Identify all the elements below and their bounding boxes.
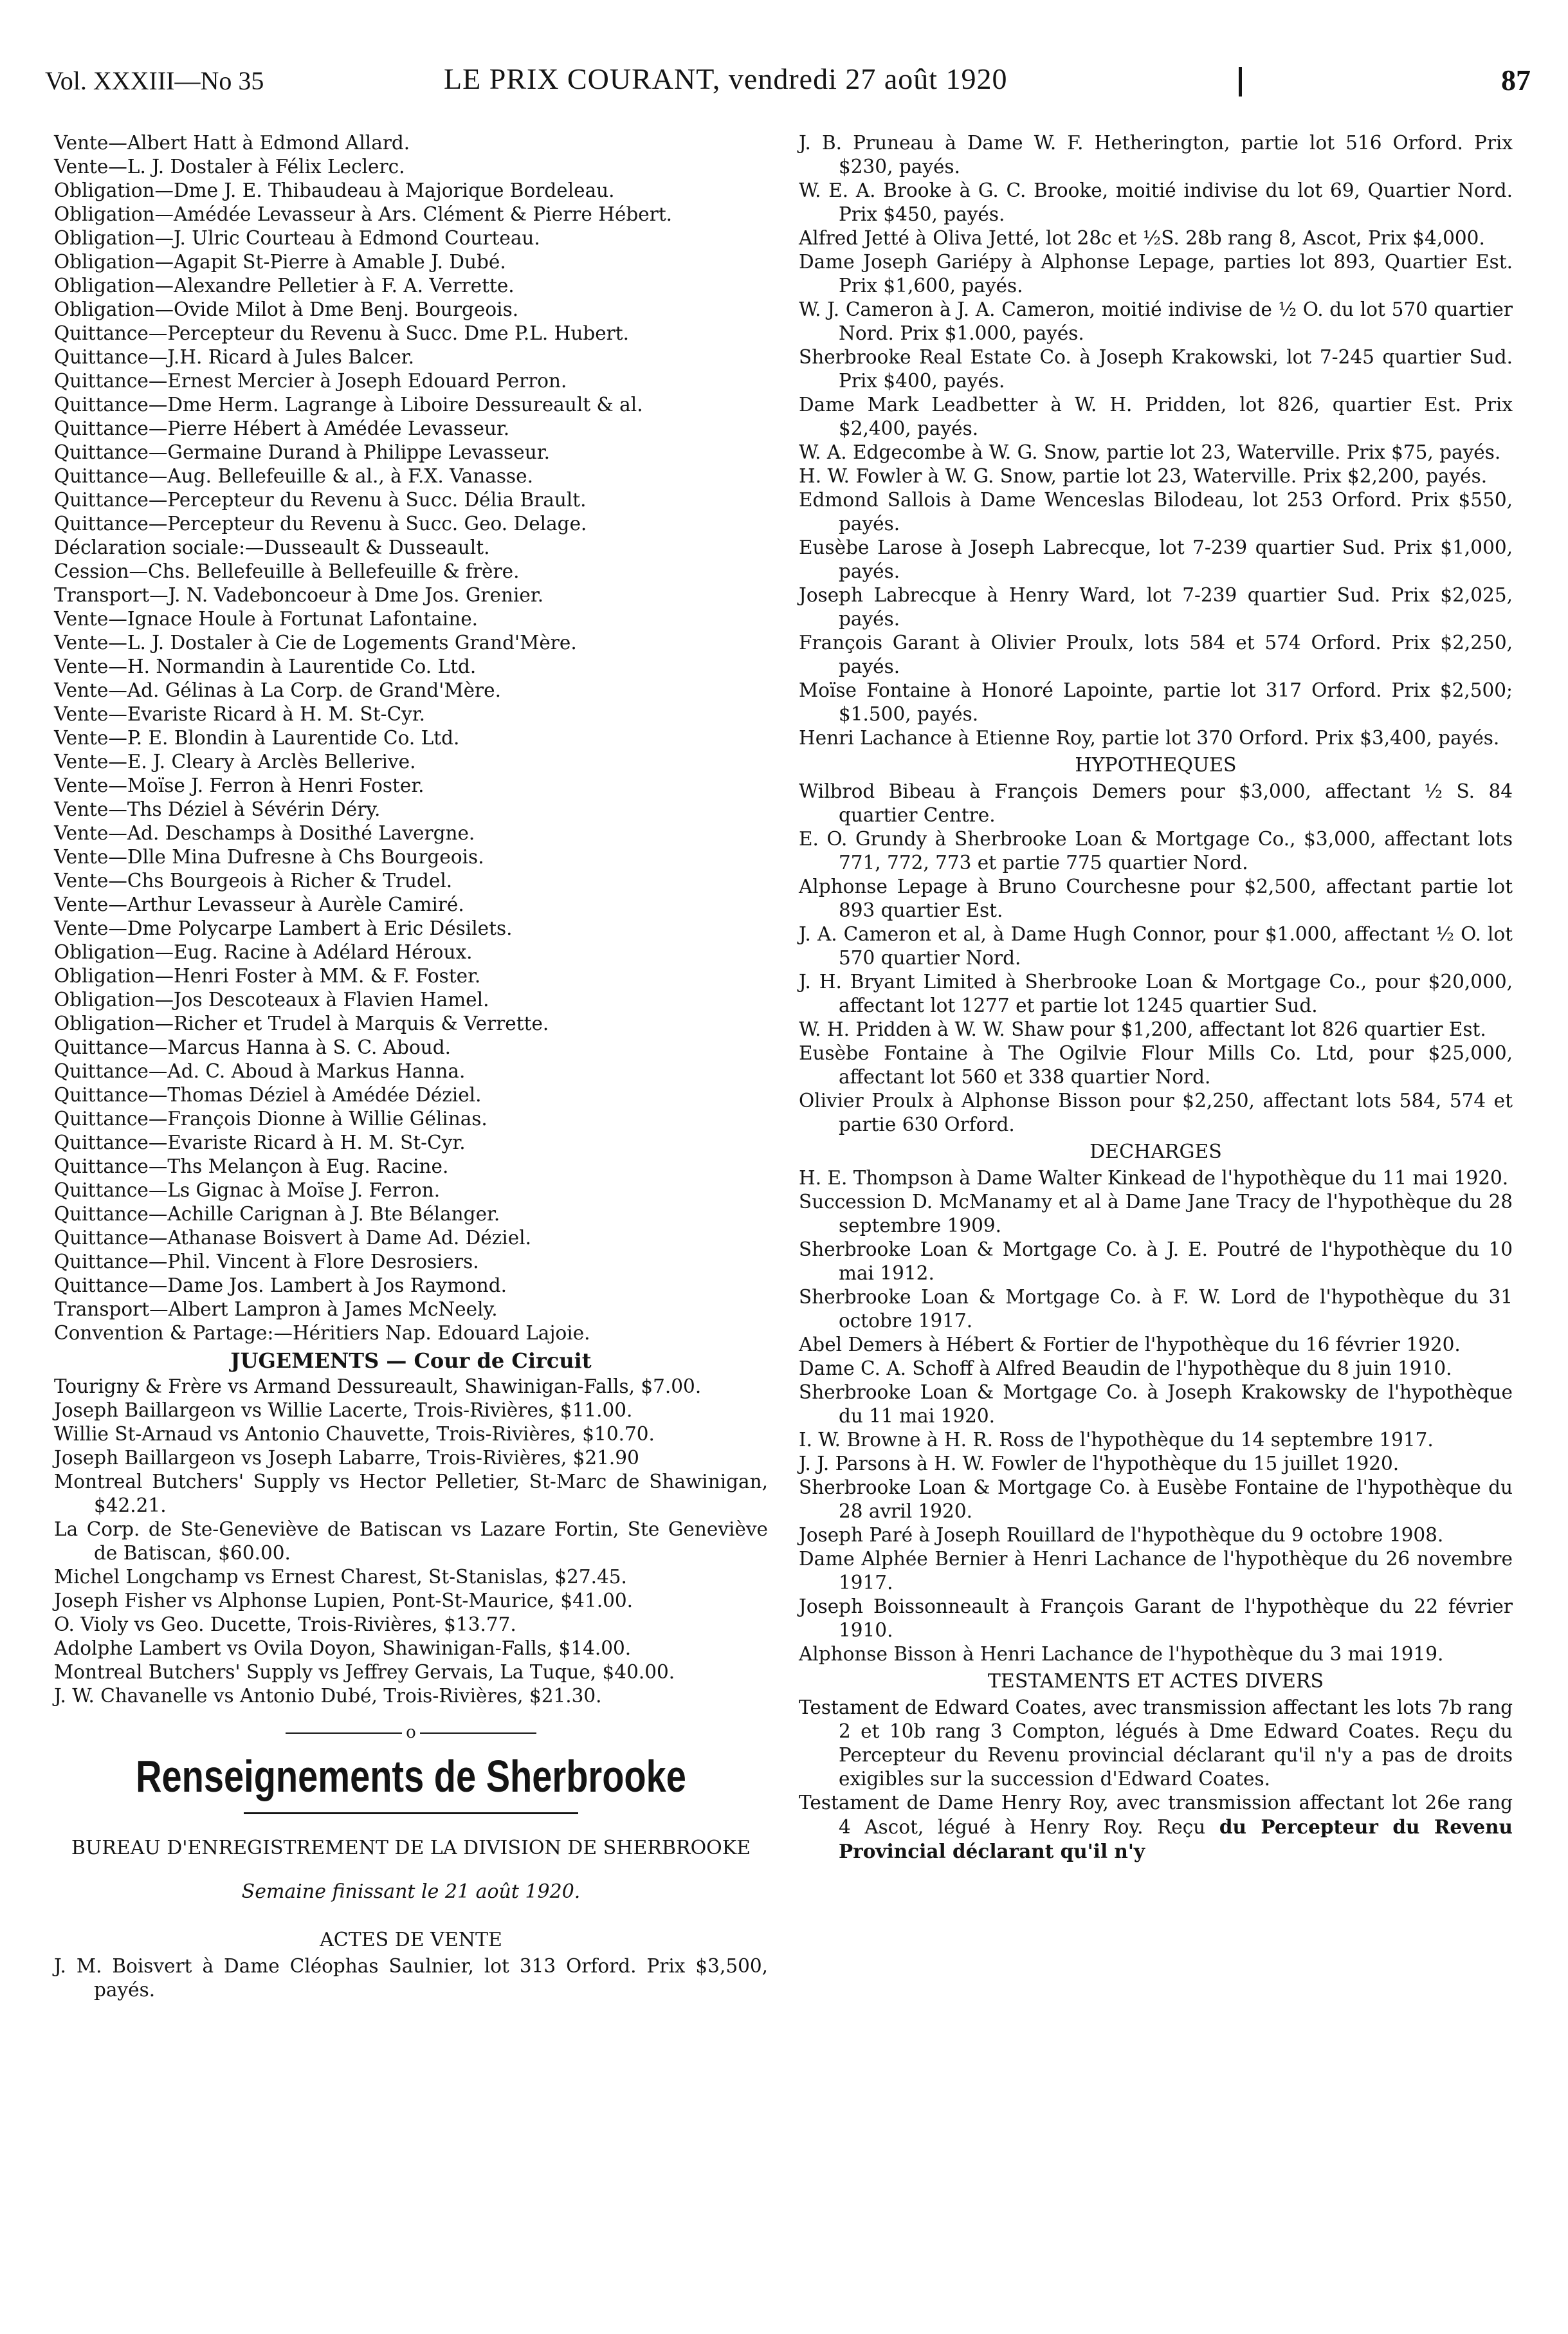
list-item: Quittance—Evariste Ricard à H. M. St-Cyr. [54,1132,466,1153]
list-item: Vente—Dme Polycarpe Lambert à Eric Désilets. [54,917,513,939]
list-item: Obligation—Agapit St-Pierre à Amable J. Dubé. [54,251,506,273]
list-item: Vente—Dlle Mina Dufresne à Chs Bourgeois. [54,846,484,868]
list-item: Quittance—Phil. Vincent à Flore Desrosiers. [54,1251,479,1273]
list-item: Quittance—Dame Jos. Lambert à Jos Raymond. [54,1274,507,1296]
list-item: Quittance—Ls Gignac à Moïse J. Ferron. [54,1179,441,1201]
list-item: Sherbrooke Loan & Mortgage Co. à F. W. Lord de l'hypothèque du 31 octobre 1917. [799,1286,1513,1332]
list-item: Joseph Baillargeon vs Willie Lacerte, Trois-Rivières, $11.00. [54,1399,633,1421]
list-item: Quittance—Percepteur du Revenu à Succ. Dme P.L. Hubert. [54,322,629,344]
journal-title: LE PRIX COURANT, vendredi 27 août 1920 [444,62,1008,95]
right-column [799,131,1513,1864]
list-item: J. A. Cameron et al, à Dame Hugh Connor, pour $1.000, affectant ½ O. lot 570 quartier Nord. [799,923,1513,969]
list-item: J. W. Chavanelle vs Antonio Dubé, Trois-Rivières, $21.30. [54,1685,602,1707]
list-item: Eusèbe Larose à Joseph Labrecque, lot 7-239 quartier Sud. Prix $1,000, payés. [799,537,1513,582]
list-item: Adolphe Lambert vs Ovila Doyon, Shawinigan-Falls, $14.00. [54,1637,632,1659]
list-item: Eusèbe Fontaine à The Ogilvie Flour Mills Co. Ltd, pour $25,000, affectant lot 560 et 338 quartier Nord. [799,1042,1513,1088]
list-item: W. J. Cameron à J. A. Cameron, moitié indivise de ½ O. du lot 570 quartier Nord. Prix $1.000, payés. [799,299,1513,344]
list-item: Joseph Boissonneault à François Garant de l'hypothèque du 22 février 1910. [799,1595,1513,1641]
list-item: Vente—E. J. Cleary à Arclès Bellerive. [54,751,416,773]
actes-heading: ACTES DE VENTE [320,1929,502,1951]
list-item: Quittance—Pierre Hébert à Amédée Levasseur. [54,418,510,439]
actes-list [54,1954,768,2002]
list-item: Quittance—Ad. C. Aboud à Markus Hanna. [54,1060,466,1082]
list-item: Quittance—Ernest Mercier à Joseph Edouard Perron. [54,370,567,392]
list-item: Vente—Moïse J. Ferron à Henri Foster. [54,775,424,796]
week-ending: Semaine finissant le 21 août 1920. [241,1880,581,1903]
list-item: Vente—Evariste Ricard à H. M. St-Cyr. [54,703,426,725]
list-item: Vente—H. Normandin à Laurentide Co. Ltd. [54,656,477,677]
list-item: Tourigny & Frère vs Armand Dessureault, Shawinigan-Falls, $7.00. [54,1375,702,1397]
registry-entries [54,131,768,1345]
list-item: Obligation—Amédée Levasseur à Ars. Clément & Pierre Hébert. [54,203,673,225]
list-item: Quittance—Percepteur du Revenu à Succ. Geo. Delage. [54,513,587,535]
title-rule [244,1812,578,1814]
list-item: Obligation—Richer et Trudel à Marquis & Verrette. [54,1013,549,1034]
section-separator [54,1720,768,1745]
list-item: Dame C. A. Schoff à Alfred Beaudin de l'hypothèque du 8 juin 1910. [799,1357,1452,1379]
list-item: Michel Longchamp vs Ernest Charest, St-Stanislas, $27.45. [54,1566,627,1588]
list-item: Vente—Ad. Deschamps à Dosithé Lavergne. [54,822,475,844]
list-item: Sherbrooke Real Estate Co. à Joseph Krakowski, lot 7-245 quartier Sud. Prix $400, payés. [799,346,1513,392]
list-item: Quittance—Aug. Bellefeuille & al., à F.X. Vanasse. [54,465,533,487]
separator-ornament: o [402,1723,420,1742]
bureau-heading: BUREAU D'ENREGISTREMENT DE LA DIVISION DE SHERBROOKE [71,1837,751,1859]
list-item: Obligation—Henri Foster à MM. & F. Foster. [54,965,481,987]
list-item: Abel Demers à Hébert & Fortier de l'hypothèque du 16 février 1920. [799,1334,1461,1355]
list-item: Quittance—Thomas Déziel à Amédée Déziel. [54,1084,482,1106]
list-item: Convention & Partage:—Héritiers Nap. Edouard Lajoie. [54,1322,590,1344]
list-item: Alphonse Lepage à Bruno Courchesne pour $2,500, affectant partie lot 893 quartier Est. [799,876,1513,921]
list-item: Joseph Labrecque à Henry Ward, lot 7-239 quartier Sud. Prix $2,025, payés. [799,584,1513,630]
list-item: Obligation—Dme J. E. Thibaudeau à Majorique Bordeleau. [54,179,615,201]
list-item: W. H. Pridden à W. W. Shaw pour $1,200, affectant lot 826 quartier Est. [799,1018,1486,1040]
list-item: Joseph Paré à Joseph Rouillard de l'hypothèque du 9 octobre 1908. [799,1524,1444,1546]
list-item: Alfred Jetté à Oliva Jetté, lot 28c et ½S. 28b rang 8, Ascot, Prix $4,000. [799,227,1485,249]
list-item: Quittance—Athanase Boisvert à Dame Ad. Déziel. [54,1227,531,1249]
list-item: Sherbrooke Loan & Mortgage Co. à J. E. Poutré de l'hypothèque du 10 mai 1912. [799,1238,1513,1284]
list-item: J. H. Bryant Limited à Sherbrooke Loan & Mortgage Co., pour $20,000, affectant lot 1277 et partie lot 1245 quartier Sud. [799,971,1513,1016]
list-item: Transport—Albert Lampron à James McNeely. [54,1298,498,1320]
jugements-list [54,1375,768,1708]
list-item: Joseph Baillargeon vs Joseph Labarre, Trois-Rivières, $21.90 [54,1447,639,1469]
list-item: Willie St-Arnaud vs Antonio Chauvette, Trois-Rivières, $10.70. [54,1423,655,1445]
list-item: I. W. Browne à H. R. Ross de l'hypothèque du 14 septembre 1917. [799,1429,1434,1451]
list-item: La Corp. de Ste-Geneviève de Batiscan vs Lazare Fortin, Ste Geneviève de Batiscan, $60.00. [54,1518,768,1564]
list-item: Sherbrooke Loan & Mortgage Co. à Joseph Krakowsky de l'hypothèque du 11 mai 1920. [799,1381,1513,1427]
jugements-heading: JUGEMENTS — Cour de Circuit [230,1348,592,1373]
list-item: Henri Lachance à Etienne Roy, partie lot 370 Orford. Prix $3,400, payés. [799,727,1500,749]
list-item: Obligation—J. Ulric Courteau à Edmond Courteau. [54,227,540,249]
list-item: Edmond Sallois à Dame Wenceslas Bilodeau, lot 253 Orford. Prix $550, payés. [799,489,1513,535]
list-item: Vente—Arthur Levasseur à Aurèle Camiré. [54,894,464,915]
decharges-heading: DECHARGES [1089,1141,1222,1163]
list-item: Quittance—Marcus Hanna à S. C. Aboud. [54,1036,451,1058]
list-item: Déclaration sociale:—Dusseault & Dusseault. [54,537,490,558]
list-item: O. Violy vs Geo. Ducette, Trois-Rivières, $13.77. [54,1613,516,1635]
testaments-list [799,1696,1513,1791]
list-item: Cession—Chs. Bellefeuille à Bellefeuille & frère. [54,560,520,582]
list-item: Wilbrod Bibeau à François Demers pour $3,000, affectant ½ S. 84 quartier Centre. [799,780,1513,826]
list-item: H. E. Thompson à Dame Walter Kinkead de l'hypothèque du 11 mai 1920. [799,1167,1509,1189]
list-item: E. O. Grundy à Sherbrooke Loan & Mortgage Co., $3,000, affectant lots 771, 772, 773 et partie 775 quartier Nord. [799,828,1513,874]
list-item: Vente—Ths Déziel à Sévérin Déry. [54,798,381,820]
list-item: Montreal Butchers' Supply vs Jeffrey Gervais, La Tuque, $40.00. [54,1661,675,1683]
hypotheques-list [799,780,1513,1137]
list-item: Quittance—Germaine Durand à Philippe Levasseur. [54,441,550,463]
list-item: Testament de Edward Coates, avec transmission affectant les lots 7b rang 2 et 10b rang 3 Compton, légués à Dme Edward Coates. Reçu du Percepteur du Revenu provincial déclarant qu'il n'y a pas de droits exigibles sur la succession d'Edward Coates. [799,1696,1513,1790]
header-divider [1239,67,1242,96]
hypotheques-heading: HYPOTHEQUES [1075,754,1237,776]
list-item: François Garant à Olivier Proulx, lots 584 et 574 Orford. Prix $2,250, payés. [799,632,1513,677]
list-item: Obligation—Jos Descoteaux à Flavien Hamel. [54,989,489,1011]
volume-number: Vol. XXXIII—No 35 [45,66,264,95]
list-item: Quittance—Achille Carignan à J. Bte Bélanger. [54,1203,500,1225]
list-item: Olivier Proulx à Alphonse Bisson pour $2,250, affectant lots 584, 574 et partie 630 Orford. [799,1090,1513,1135]
list-item: Sherbrooke Loan & Mortgage Co. à Eusèbe Fontaine de l'hypothèque du 28 avril 1920. [799,1476,1513,1522]
list-item: Obligation—Alexandre Pelletier à F. A. Verrette. [54,275,515,297]
entry-text: Testament de Dame Henry Roy, avec transmission affectant lot 26e rang 4 Ascot, légué à Henry Roy. Reçu [799,1792,1513,1838]
list-item: Quittance—François Dionne à Willie Gélinas. [54,1108,488,1130]
list-item: Moïse Fontaine à Honoré Lapointe, partie lot 317 Orford. Prix $2,500; $1.500, payés. [799,679,1513,725]
list-item: H. W. Fowler à W. G. Snow, partie lot 23, Waterville. Prix $2,200, payés. [799,465,1488,487]
list-item: Obligation—Ovide Milot à Dme Benj. Bourgeois. [54,299,519,320]
list-item: J. J. Parsons à H. W. Fowler de l'hypothèque du 15 juillet 1920. [799,1453,1399,1475]
list-item: Joseph Fisher vs Alphonse Lupien, Pont-St-Maurice, $41.00. [54,1590,634,1612]
list-item: Quittance—Ths Melançon à Eug. Racine. [54,1155,449,1177]
list-item: Dame Mark Leadbetter à W. H. Pridden, lot 826, quartier Est. Prix $2,400, payés. [799,394,1513,439]
list-item [799,1791,1513,1864]
list-item: Vente—Ad. Gélinas à La Corp. de Grand'Mère. [54,679,501,701]
section-title: Renseignements de Sherbrooke [136,1751,686,1801]
list-item: Succession D. McManamy et al à Dame Jane Tracy de l'hypothèque du 28 septembre 1909. [799,1191,1513,1236]
list-item: Dame Alphée Bernier à Henri Lachance de l'hypothèque du 26 novembre 1917. [799,1548,1513,1594]
list-item: Vente—L. J. Dostaler à Félix Leclerc. [54,156,405,178]
list-item: Transport—J. N. Vadeboncoeur à Dme Jos. Grenier. [54,584,544,606]
list-item: Quittance—Percepteur du Revenu à Succ. Délia Brault. [54,489,587,511]
left-column [54,131,768,2002]
list-item: Alphonse Bisson à Henri Lachance de l'hypothèque du 3 mai 1919. [799,1643,1444,1665]
list-item: Montreal Butchers' Supply vs Hector Pelletier, St-Marc de Shawinigan, $42.21. [54,1471,768,1516]
list-item: W. E. A. Brooke à G. C. Brooke, moitié indivise du lot 69, Quartier Nord. Prix $450, payés. [799,179,1513,225]
list-item: Vente—L. J. Dostaler à Cie de Logements Grand'Mère. [54,632,577,654]
list-item: Vente—Ignace Houle à Fortunat Lafontaine. [54,608,479,630]
list-item: Obligation—Eug. Racine à Adélard Héroux. [54,941,473,963]
testaments-heading: TESTAMENTS ET ACTES DIVERS [987,1670,1324,1693]
list-item: Vente—P. E. Blondin à Laurentide Co. Ltd. [54,727,460,749]
list-item: J. B. Pruneau à Dame W. F. Hetherington, partie lot 516 Orford. Prix $230, payés. [799,132,1513,178]
list-item: Vente—Chs Bourgeois à Richer & Trudel. [54,870,453,892]
page-number: 87 [1501,64,1531,96]
ventes-list [799,131,1513,750]
list-item: Quittance—J.H. Ricard à Jules Balcer. [54,346,415,368]
list-item: Quittance—Dme Herm. Lagrange à Liboire Dessureault & al. [54,394,643,416]
entry-bold-text: du Percepteur du Revenu Provincial déclarant qu'il n'y [839,1815,1513,1862]
list-item: J. M. Boisvert à Dame Cléophas Saulnier, lot 313 Orford. Prix $3,500, payés. [54,1955,768,2001]
page-header [45,62,1531,113]
list-item: Dame Joseph Gariépy à Alphonse Lepage, parties lot 893, Quartier Est. Prix $1,600, payés. [799,251,1513,297]
list-item: Vente—Albert Hatt à Edmond Allard. [54,132,410,154]
list-item: W. A. Edgecombe à W. G. Snow, partie lot 23, Waterville. Prix $75, payés. [799,441,1501,463]
decharges-list [799,1166,1513,1666]
